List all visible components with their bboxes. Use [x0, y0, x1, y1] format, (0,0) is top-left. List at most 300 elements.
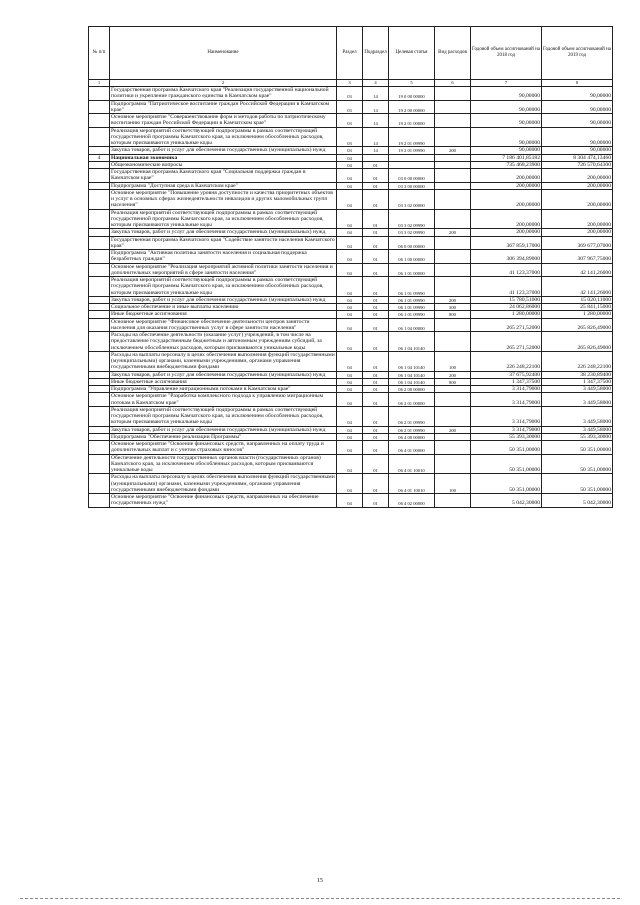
- cell-target-article: 06 2 01 00000: [389, 393, 435, 407]
- cell-subsection: 01: [363, 332, 389, 352]
- cell-expense-type: [435, 161, 471, 168]
- cell-section: 03: [337, 87, 363, 101]
- table-row: [89, 114, 613, 128]
- cell-name: Реализация мероприятий соответствующей подпрограммы в рамках соответствующей государственной программы Камчатского края, за исключением обособленных расходов, которым присваиваются уникальные коды: [110, 406, 337, 426]
- cell-subsection: 01: [363, 209, 389, 229]
- cell-amount-2018: 50 351,00000: [471, 441, 542, 455]
- cell-name: Общеэкономические вопросы: [110, 161, 337, 168]
- cell-name: Подпрограмма "Управление миграционными потоками в Камчатском крае": [110, 386, 337, 393]
- cell-amount-2019: 5 042,30000: [542, 494, 613, 508]
- cell-amount-2018: 226 248,22100: [471, 351, 542, 371]
- cell-number: [89, 474, 110, 494]
- cell-expense-type: [435, 154, 471, 161]
- cell-amount-2019: 90,00000: [542, 114, 613, 128]
- cell-target-article: 06 4 01 10010: [389, 474, 435, 494]
- table-row: [89, 474, 613, 494]
- table-row: [89, 494, 613, 508]
- cell-amount-2018: 735 468,23900: [471, 161, 542, 168]
- cell-target-article: 06 1 04 10140: [389, 371, 435, 378]
- table-row: [89, 386, 613, 393]
- cell-expense-type: 100: [435, 474, 471, 494]
- table-row: [89, 250, 613, 264]
- cell-section: 04: [337, 182, 363, 189]
- cell-number: [89, 209, 110, 229]
- cell-amount-2019: 90,00000: [542, 127, 613, 147]
- cell-number: [89, 332, 110, 352]
- cell-number: [89, 441, 110, 455]
- cell-expense-type: 200: [435, 371, 471, 378]
- cell-subsection: 01: [363, 277, 389, 297]
- cell-section: 04: [337, 386, 363, 393]
- cell-section: 04: [337, 250, 363, 264]
- table-row: [89, 378, 613, 385]
- cell-amount-2019: 1 280,00000: [542, 311, 613, 318]
- cell-name: Основное мероприятие "Реализация мероприятий активной политики занятости населения и дополнительных мероприятий в сфере занятости населения": [110, 263, 337, 277]
- cell-section: 04: [337, 277, 363, 297]
- cell-number: [89, 318, 110, 332]
- header-year-2018: Годовой объем ассигнований на 2018 год: [471, 27, 542, 80]
- cell-target-article: 19 2 01 09990: [389, 147, 435, 154]
- cell-expense-type: 100: [435, 351, 471, 371]
- cell-amount-2019: 42 141,26000: [542, 263, 613, 277]
- header-year-2019: Годовой объем ассигнований на 2019 год: [542, 27, 613, 80]
- table-row: [89, 154, 613, 161]
- cell-amount-2019: 200,00000: [542, 229, 613, 236]
- cell-amount-2018: 265 271,52000: [471, 332, 542, 352]
- cell-section: 03: [337, 127, 363, 147]
- table-row: [89, 209, 613, 229]
- cell-amount-2018: 265 271,52000: [471, 318, 542, 332]
- cell-subsection: 01: [363, 494, 389, 508]
- cell-name: Основное мероприятие "Повышение уровня доступности и качества приоритетных объектов и услуг в основных сферах жизнедеятельности инвалидов и других маломобильных групп населения": [110, 189, 337, 209]
- cell-amount-2019: 55 393,30000: [542, 433, 613, 440]
- cell-amount-2018: 5 042,30000: [471, 494, 542, 508]
- cell-expense-type: [435, 263, 471, 277]
- cell-subsection: [363, 154, 389, 161]
- table-row: [89, 263, 613, 277]
- table-row: [89, 311, 613, 318]
- cell-name: Реализация мероприятий соответствующей подпрограммы в рамках соответствующей государственной программы Камчатского края, за исключением обособленных расходов, которым присваиваются уникальные коды: [110, 209, 337, 229]
- cell-subsection: 14: [363, 100, 389, 114]
- cell-number: [89, 386, 110, 393]
- table-row: [89, 277, 613, 297]
- cell-amount-2019: 42 141,26000: [542, 277, 613, 297]
- cell-amount-2018: 41 123,37000: [471, 277, 542, 297]
- cell-number: [89, 406, 110, 426]
- cell-target-article: 06 1 01 09990: [389, 311, 435, 318]
- cell-amount-2019: 3 449,58000: [542, 426, 613, 433]
- cell-subsection: 01: [363, 263, 389, 277]
- header-expense-type: Вид расходов: [435, 27, 471, 80]
- cell-subsection: 01: [363, 182, 389, 189]
- cell-subsection: 01: [363, 296, 389, 303]
- cell-section: 04: [337, 378, 363, 385]
- cell-expense-type: [435, 406, 471, 426]
- cell-target-article: 06 2 00 00000: [389, 386, 435, 393]
- cell-expense-type: 300: [435, 304, 471, 311]
- cell-number: [89, 371, 110, 378]
- cell-amount-2018: 200,00000: [471, 229, 542, 236]
- cell-section: 03: [337, 114, 363, 128]
- cell-expense-type: [435, 454, 471, 474]
- cell-section: 04: [337, 433, 363, 440]
- cell-subsection: 14: [363, 147, 389, 154]
- cell-amount-2018: 90,00000: [471, 114, 542, 128]
- cell-amount-2018: 3 314,79000: [471, 406, 542, 426]
- cell-number: [89, 114, 110, 128]
- cell-expense-type: [435, 209, 471, 229]
- cell-number: [89, 378, 110, 385]
- cell-section: 04: [337, 296, 363, 303]
- cell-name: Расходы на выплаты персоналу в целях обеспечения выполнения функций государственными (муниципальными) органами, казенными учреждениями, органами управления государственными внебюджетными фондами: [111, 474, 335, 493]
- column-number: 3: [337, 80, 363, 87]
- table-body: [89, 87, 613, 508]
- cell-expense-type: 800: [435, 311, 471, 318]
- cell-number: [89, 169, 110, 183]
- column-number: 4: [363, 80, 389, 87]
- cell-target-article: 19 2 01 00000: [389, 114, 435, 128]
- cell-amount-2018: 3 314,79000: [471, 393, 542, 407]
- column-number: 2: [110, 80, 337, 87]
- cell-expense-type: [435, 169, 471, 183]
- cell-subsection: 14: [363, 87, 389, 101]
- cell-expense-type: [435, 127, 471, 147]
- cell-number: [89, 250, 110, 264]
- cell-name: Национальная экономика: [110, 154, 337, 161]
- cell-subsection: 01: [363, 386, 389, 393]
- cell-expense-type: [435, 236, 471, 250]
- cell-expense-type: [435, 114, 471, 128]
- cell-number: [89, 393, 110, 407]
- cell-amount-2019: 90,00000: [542, 87, 613, 101]
- cell-section: 04: [337, 161, 363, 168]
- cell-section: 04: [337, 229, 363, 236]
- cell-subsection: 01: [363, 433, 389, 440]
- cell-amount-2019: 200,00000: [542, 169, 613, 183]
- table-row: [89, 318, 613, 332]
- cell-section: 04: [337, 236, 363, 250]
- cell-section: 04: [337, 318, 363, 332]
- table-header: [89, 27, 613, 87]
- cell-target-article: 06 4 00 00000: [389, 433, 435, 440]
- cell-number: [89, 127, 110, 147]
- cell-amount-2019: 38 230,89400: [542, 371, 613, 378]
- cell-name: Подпрограмма "Патриотическое воспитание граждан Российской Федерации в Камчатском крае": [110, 100, 337, 114]
- cell-amount-2019: 200,00000: [542, 209, 613, 229]
- table-row: [89, 161, 613, 168]
- cell-target-article: 19 0 00 00000: [389, 87, 435, 101]
- cell-section: 04: [337, 304, 363, 311]
- table-row: [89, 426, 613, 433]
- cell-subsection: 01: [363, 311, 389, 318]
- cell-expense-type: [435, 250, 471, 264]
- budget-table: [88, 26, 613, 508]
- cell-target-article: 06 1 04 10140: [389, 351, 435, 371]
- cell-amount-2019: 50 351,00000: [542, 441, 613, 455]
- cell-subsection: 01: [363, 161, 389, 168]
- table-row: [89, 296, 613, 303]
- header-subsection: Подраздел: [363, 27, 389, 80]
- cell-section: 04: [337, 169, 363, 183]
- cell-subsection: 01: [363, 393, 389, 407]
- cell-name: Закупка товаров, работ и услуг для обеспечения государственных (муниципальных) нужд: [110, 229, 337, 236]
- cell-target-article: 06 1 01 09990: [389, 304, 435, 311]
- cell-section: 03: [337, 147, 363, 154]
- column-number: 1: [89, 80, 110, 87]
- cell-target-article: 06 2 01 09990: [389, 426, 435, 433]
- cell-number: [89, 426, 110, 433]
- cell-amount-2019: 307 967,75000: [542, 250, 613, 264]
- cell-section: 04: [337, 189, 363, 209]
- cell-section: 04: [337, 406, 363, 426]
- cell-expense-type: [435, 433, 471, 440]
- cell-number: [89, 87, 110, 101]
- cell-target-article: 03 3 02 00000: [389, 189, 435, 209]
- cell-name: Закупка товаров, работ и услуг для обеспечения государственных (муниципальных) нужд: [110, 371, 337, 378]
- cell-subsection: 01: [363, 250, 389, 264]
- cell-name: Основное мероприятие "Разработка комплексного подхода к управлению миграционным потокам в Камчатском крае": [110, 393, 337, 407]
- cell-name: Основное мероприятие "Финансовое обеспечение деятельности центров занятости населения для оказания государственных услуг в сфере занятости населения": [110, 318, 337, 332]
- cell-target-article: 06 1 04 00000: [389, 318, 435, 332]
- cell-number: [89, 263, 110, 277]
- table-row: [89, 454, 613, 474]
- cell-subsection: 14: [363, 127, 389, 147]
- cell-expense-type: [435, 393, 471, 407]
- cell-number: [89, 236, 110, 250]
- cell-expense-type: [435, 87, 471, 101]
- cell-expense-type: [435, 277, 471, 297]
- cell-section: 04: [337, 209, 363, 229]
- cell-subsection: 01: [363, 169, 389, 183]
- cell-name: Основное мероприятие "Совершенствование форм и методов работы по патриотическому воспитанию граждан Российской Федерации в Камчатском крае": [110, 114, 337, 128]
- cell-expense-type: [435, 182, 471, 189]
- cell-subsection: 01: [363, 371, 389, 378]
- cell-subsection: 01: [363, 474, 389, 494]
- cell-amount-2018: 90,00000: [471, 127, 542, 147]
- cell-amount-2018: 50 351,00000: [471, 454, 542, 474]
- cell-target-article: [389, 161, 435, 168]
- cell-amount-2019: 226 248,22100: [542, 351, 613, 371]
- table-row: [89, 169, 613, 183]
- table-row: [89, 87, 613, 101]
- column-number: 5: [389, 80, 435, 87]
- table-row: [89, 371, 613, 378]
- cell-number: [89, 229, 110, 236]
- cell-number: [89, 494, 110, 508]
- cell-amount-2019: 50 351,00000: [542, 474, 613, 494]
- table-row: [89, 147, 613, 154]
- cell-subsection: 01: [363, 351, 389, 371]
- cell-target-article: 19 2 00 00000: [389, 100, 435, 114]
- cell-amount-2018: 24 062,86000: [471, 304, 542, 311]
- cell-number: [89, 433, 110, 440]
- cell-section: 04: [337, 351, 363, 371]
- cell-amount-2018: 3 314,79000: [471, 386, 542, 393]
- cell-expense-type: 800: [435, 378, 471, 385]
- cell-amount-2019: 3 449,58000: [542, 406, 613, 426]
- cell-name: Расходы на выплаты персоналу в целях обеспечения выполнения функций государственными (муниципальными) органами, казенными учреждениями, органами управления государственными внебюджетными фондами: [111, 351, 335, 371]
- cell-target-article: 03 3 02 09990: [389, 209, 435, 229]
- cell-section: 04: [337, 454, 363, 474]
- cell-target-article: 06 1 01 09990: [389, 296, 435, 303]
- cell-subsection: 01: [363, 406, 389, 426]
- column-number-row: [89, 80, 613, 87]
- cell-amount-2019: 15 020,11000: [542, 296, 613, 303]
- cell-section: 04: [337, 371, 363, 378]
- cell-number: [89, 311, 110, 318]
- cell-target-article: 06 2 01 09990: [389, 406, 435, 426]
- cell-expense-type: [435, 332, 471, 352]
- cell-subsection: 01: [363, 441, 389, 455]
- header-target-article: Целевая статья: [389, 27, 435, 80]
- cell-number: [89, 454, 110, 474]
- cell-target-article: 19 2 01 09990: [389, 127, 435, 147]
- table-row: [89, 433, 613, 440]
- page-cut-line: [20, 898, 620, 899]
- cell-subsection: 01: [363, 304, 389, 311]
- column-number: 7: [471, 80, 542, 87]
- cell-target-article: 06 4 01 00000: [389, 441, 435, 455]
- cell-subsection: 14: [363, 114, 389, 128]
- cell-name: Государственная программа Камчатского края "Социальная поддержка граждан в Камчатском крае": [110, 169, 337, 183]
- cell-section: 04: [337, 494, 363, 508]
- cell-name: Государственная программа Камчатского края "Содействие занятости населения Камчатского края": [111, 236, 335, 249]
- cell-amount-2019: 369 677,07000: [542, 236, 613, 250]
- cell-amount-2018: 41 123,37000: [471, 263, 542, 277]
- cell-amount-2018: 7 186 401,85182: [471, 154, 542, 161]
- cell-amount-2019: 3 449,58000: [542, 393, 613, 407]
- cell-target-article: 06 4 01 10010: [389, 454, 435, 474]
- cell-name: Подпрограмма "Обеспечение реализации Программы": [110, 433, 337, 440]
- cell-section: 04: [337, 393, 363, 407]
- cell-name: Государственная программа Камчатского края "Реализация государственной национальной политики и укрепление гражданского единства в Камчатском крае": [110, 87, 337, 101]
- table-row: [89, 304, 613, 311]
- cell-target-article: 03 0 00 00000: [389, 169, 435, 183]
- table-row: [89, 100, 613, 114]
- cell-target-article: 06 1 01 09990: [389, 277, 435, 297]
- cell-number: [89, 147, 110, 154]
- column-number: 8: [542, 80, 613, 87]
- cell-amount-2018: 50 351,00000: [471, 474, 542, 494]
- cell-amount-2019: 3 449,58000: [542, 386, 613, 393]
- cell-section: 04: [337, 426, 363, 433]
- cell-amount-2018: 90,00000: [471, 147, 542, 154]
- cell-number: [89, 100, 110, 114]
- cell-section: 04: [337, 263, 363, 277]
- cell-amount-2019: 265 826,49000: [542, 318, 613, 332]
- cell-amount-2018: 90,00000: [471, 100, 542, 114]
- cell-subsection: 01: [363, 229, 389, 236]
- cell-expense-type: 200: [435, 426, 471, 433]
- cell-name: Закупка товаров, работ и услуг для обеспечения государственных (муниципальных) нужд: [110, 426, 337, 433]
- cell-expense-type: 200: [435, 147, 471, 154]
- cell-name: Основное мероприятие "Освоение финансовых средств, направленных на оплату труда и дополнительных выплат и с учетом страховых взносов": [110, 441, 337, 455]
- cell-target-article: 06 1 04 10140: [389, 378, 435, 385]
- cell-target-article: 03 3 00 00000: [389, 182, 435, 189]
- cell-expense-type: [435, 318, 471, 332]
- cell-target-article: 06 4 02 00000: [389, 494, 435, 508]
- cell-amount-2019: 200,00000: [542, 182, 613, 189]
- cell-amount-2018: 200,00000: [471, 189, 542, 209]
- table-row: [89, 393, 613, 407]
- table-row: [89, 441, 613, 455]
- cell-name: Социальное обеспечение и иные выплаты населению: [110, 304, 337, 311]
- cell-target-article: 06 1 04 10140: [389, 332, 435, 352]
- cell-section: 04: [337, 474, 363, 494]
- cell-amount-2018: 1 347,37500: [471, 378, 542, 385]
- cell-amount-2019: 90,00000: [542, 100, 613, 114]
- cell-name: Закупка товаров, работ и услуг для обеспечения государственных (муниципальных) нужд: [110, 296, 337, 303]
- cell-amount-2018: 306 394,89000: [471, 250, 542, 264]
- cell-expense-type: 200: [435, 296, 471, 303]
- cell-expense-type: [435, 494, 471, 508]
- cell-expense-type: [435, 386, 471, 393]
- cell-name: Закупка товаров, работ и услуг для обеспечения государственных (муниципальных) нужд: [110, 147, 337, 154]
- cell-amount-2019: 8 304 474,13460: [542, 154, 613, 161]
- cell-amount-2018: 15 780,51000: [471, 296, 542, 303]
- table-row: [89, 351, 613, 371]
- table-row: [89, 332, 613, 352]
- cell-expense-type: [435, 100, 471, 114]
- cell-name: Иные бюджетные ассигнования: [110, 378, 337, 385]
- cell-section: 04: [337, 154, 363, 161]
- cell-target-article: 06 1 01 00000: [389, 263, 435, 277]
- cell-expense-type: 200: [435, 229, 471, 236]
- table-row: [89, 127, 613, 147]
- cell-number: [89, 304, 110, 311]
- cell-number: [89, 182, 110, 189]
- cell-subsection: 01: [363, 378, 389, 385]
- cell-number: [89, 277, 110, 297]
- cell-subsection: 01: [363, 189, 389, 209]
- cell-name: Реализация мероприятий соответствующей подпрограммы в рамках соответствующей государственной программы Камчатского края, за исключением обособленных расходов, которым присваиваются уникальные коды: [110, 277, 337, 297]
- cell-number: 4: [89, 154, 110, 161]
- cell-amount-2019: 1 347,37500: [542, 378, 613, 385]
- cell-name: Реализация мероприятий соответствующей подпрограммы в рамках соответствующей государственной программы Камчатского края, за исключением обособленных расходов, которым присваиваются уникальные коды: [110, 127, 337, 147]
- cell-amount-2019: 25 841,15000: [542, 304, 613, 311]
- cell-subsection: 01: [363, 236, 389, 250]
- header-num: № п/п: [89, 27, 110, 80]
- cell-name: Расходы на обеспечение деятельности (оказание услуг) учреждений, в том числе на предоставление государственным бюджетным и автономным учреждениям субсидий, за исключением обособленных расходов, которым присваиваются уникальные коды: [110, 332, 337, 352]
- cell-amount-2018: 367 859,17000: [471, 236, 542, 250]
- cell-target-article: 06 1 00 00000: [389, 250, 435, 264]
- cell-amount-2018: 1 280,00000: [471, 311, 542, 318]
- cell-amount-2019: 90,00000: [542, 147, 613, 154]
- cell-amount-2019: 265 826,49000: [542, 332, 613, 352]
- cell-amount-2018: 37 675,92400: [471, 371, 542, 378]
- page-number: 15: [317, 878, 323, 884]
- cell-amount-2018: 200,00000: [471, 209, 542, 229]
- cell-number: [89, 296, 110, 303]
- cell-amount-2019: 50 351,00000: [542, 454, 613, 474]
- cell-name: Обеспечение деятельности государственных органов власти (государственных органов) Камчатского края, за исключением обособленных расходов, которым присваиваются уникальные коды: [110, 454, 337, 474]
- table-row: [89, 236, 613, 250]
- table-row: [89, 229, 613, 236]
- cell-subsection: 01: [363, 454, 389, 474]
- cell-amount-2018: 3 314,79000: [471, 426, 542, 433]
- cell-section: 04: [337, 441, 363, 455]
- table-row: [89, 406, 613, 426]
- cell-amount-2019: 200,00000: [542, 189, 613, 209]
- cell-name: Подпрограмма "Доступная среда в Камчатском крае": [110, 182, 337, 189]
- cell-number: [89, 189, 110, 209]
- cell-number: [89, 351, 110, 371]
- table-row: [89, 189, 613, 209]
- cell-expense-type: [435, 189, 471, 209]
- cell-subsection: 01: [363, 426, 389, 433]
- cell-name: Основное мероприятие "Освоение финансовых средств, направленных на обеспечение государственных нужд": [110, 494, 337, 508]
- cell-section: 04: [337, 332, 363, 352]
